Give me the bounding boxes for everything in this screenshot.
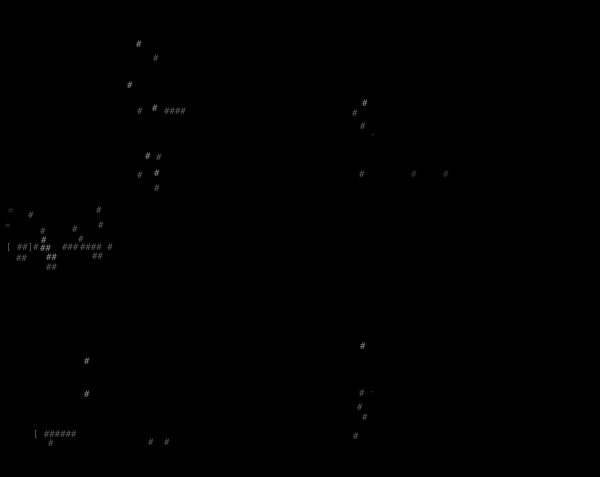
map-glyph: # (154, 169, 160, 179)
map-glyph: # (359, 170, 365, 180)
map-glyph: # (136, 40, 142, 50)
map-glyph: # (152, 104, 158, 114)
map-glyph: # (40, 227, 46, 237)
map-glyph: - (369, 387, 375, 397)
map-glyph: # (137, 171, 143, 181)
map-glyph: # (359, 389, 365, 399)
map-glyph: # (72, 225, 78, 235)
map-glyph: ## (40, 244, 51, 254)
map-glyph: ## (46, 253, 57, 263)
map-glyph: # (96, 206, 102, 216)
map-glyph: ## (46, 263, 57, 273)
map-glyph: # (360, 342, 366, 352)
map-glyph: # (28, 211, 34, 221)
map-glyph: # (352, 109, 358, 119)
map-glyph: # (443, 170, 449, 180)
map-glyph: = (8, 206, 14, 216)
map-glyph: = (5, 221, 11, 231)
map-glyph: # (41, 236, 47, 246)
map-glyph: # (153, 54, 159, 64)
map-glyph: [ ##]# (6, 243, 39, 253)
map-glyph: #### (164, 107, 186, 117)
map-glyph: # (362, 413, 368, 423)
map-glyph: # (137, 107, 143, 117)
map-glyph: # (360, 122, 366, 132)
map-glyph: # (48, 439, 54, 449)
map-glyph: ## (92, 252, 103, 262)
map-glyph: [ ###### (33, 430, 77, 440)
map-glyph: # (127, 81, 133, 91)
map-glyph: # (145, 152, 151, 162)
map-glyph: # (154, 184, 160, 194)
map-glyph: # (78, 235, 84, 245)
map-glyph: # (362, 99, 368, 109)
map-glyph: # (98, 221, 104, 231)
map-glyph: # (84, 390, 90, 400)
map-glyph: ### (62, 243, 79, 253)
map-glyph: # (164, 438, 170, 448)
map-glyph: # (357, 403, 363, 413)
map-glyph: # (156, 153, 162, 163)
map-glyph: # (353, 432, 359, 442)
map-glyph: ## (16, 254, 27, 264)
map-glyph: # (148, 438, 154, 448)
map-glyph: #### # (80, 243, 113, 253)
map-glyph: # (84, 357, 90, 367)
map-glyph: # (411, 170, 417, 180)
map-glyph: - (370, 130, 376, 140)
